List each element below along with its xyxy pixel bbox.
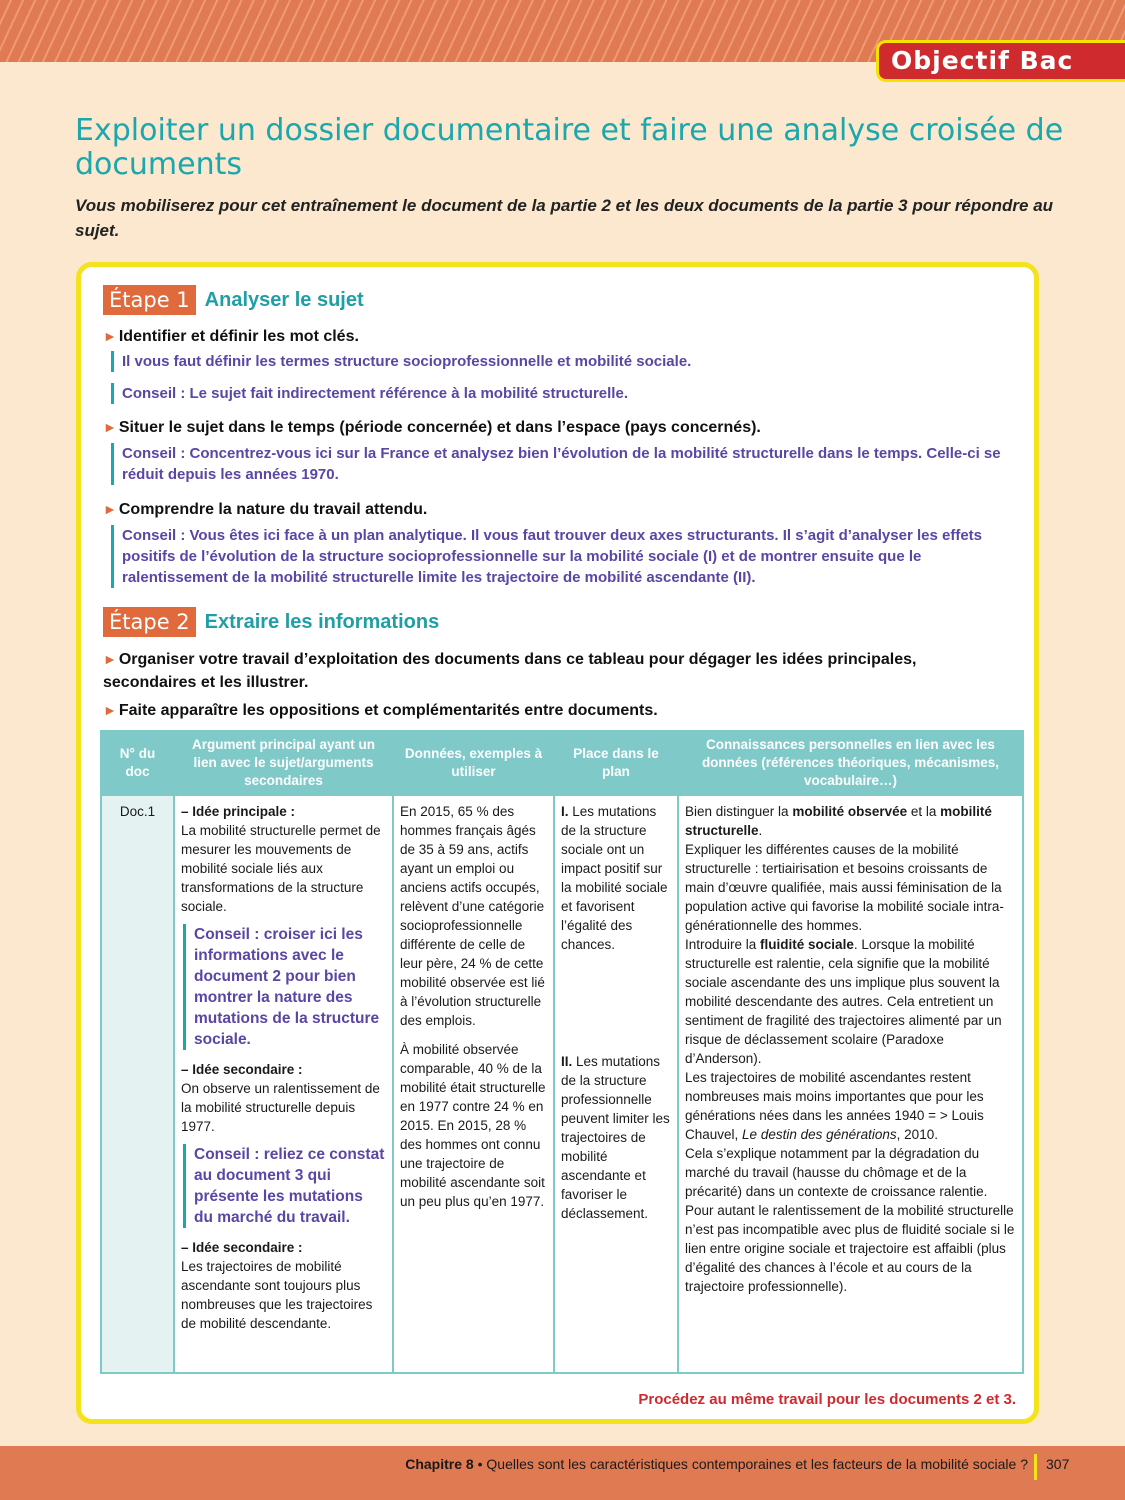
step1-bullet-1: ► Identifier et définir les mot clés.: [103, 328, 359, 345]
footer-separator: [1034, 1454, 1037, 1480]
page-number: 307: [1046, 1456, 1070, 1472]
step2-bullet-2: ► Faite apparaître les oppositions et complémentarités entre documents.: [103, 702, 658, 719]
exercise-box: [76, 262, 1039, 1424]
table-row: [101, 795, 1023, 1373]
step2-bullet-1: ► Organiser votre travail d’exploitation des documents dans ce tableau pour dégager les idées principales, secondaires et les illustrer.: [103, 651, 917, 691]
step1-note-2: Conseil : Le sujet fait indirectement référence à la mobilité structurelle.: [111, 383, 1012, 404]
step2-tag: Étape 2: [103, 607, 196, 637]
place-cell: I. Les mutations de la structure sociale ont un impact positif sur la mobilité sociale et favorisent l’égalité des chances. II. Les mutations de la structure professionnelle peuvent limiter les trajectoires de mobilité ascendante et favoriser le déclassement.: [554, 795, 678, 1373]
tip-document-2: Conseil : croiser ici les informations avec le document 2 pour bien montrer la nature des mutations de la structure sociale.: [183, 924, 386, 1050]
footer-chapter-text: Chapitre 8 • Quelles sont les caractéristiques contemporaines et les facteurs de la mobilité sociale ?: [405, 1456, 1028, 1472]
col-header-argument: Argument principal ayant un lien avec le sujet/arguments secondaires: [174, 731, 393, 795]
col-header-place: Place dans le plan: [554, 731, 678, 795]
argument-cell: – Idée principale : La mobilité structurelle permet de mesurer les mouvements de mobilité sociale liés aux transformations de la structure sociale. Conseil : croiser ici les informations avec le document 2 pour bien montrer la nature des mutations de la structure sociale. – Idée secondaire : On observe un ralentissement de la mobilité structurelle depuis 1977. Conseil : reliez ce constat au document 3 qui présente les mutations du marché du travail. – Idée secondaire : Les trajectoires de mobilité ascendante sont toujours plus nombreuses que les trajectoires de mobilité descendante.: [174, 795, 393, 1373]
step2-header: [103, 607, 439, 637]
objectif-bac-badge: Objectif Bac: [876, 40, 1125, 82]
step1-bullet-3: ► Comprendre la nature du travail attendu.: [103, 501, 428, 518]
page-subtitle: Vous mobiliserez pour cet entraînement le document de la partie 2 et les deux documents de la partie 3 pour répondre au sujet.: [75, 196, 1054, 240]
instruction-note: Procédez au même travail pour les documents 2 et 3.: [638, 1391, 1016, 1408]
data-cell: En 2015, 65 % des hommes français âgés de 35 à 59 ans, actifs ayant un emploi ou anciens actifs occupés, relèvent d’une catégorie socioprofessionnelle différente de celle de leur père, 24 % de cette mobilité observée est lié à l’évolution structurelle des emplois. À mobilité observée comparable, 40 % de la mobilité était structurelle en 1977 contre 24 % en 2015. En 2015, 28 % des hommes ont connu une trajectoire de mobilité ascendante soit un peu plus qu’en 1977.: [393, 795, 554, 1373]
analysis-table: [100, 730, 1024, 1374]
page-footer: [0, 1446, 1125, 1500]
knowledge-cell: Bien distinguer la mobilité observée et la mobilité structurelle. Expliquer les différentes causes de la mobilité structurelle : tertiairisation et besoins croissants de main d’œuvre qualifiée, mais aussi féminisation de la population active qui favorise la mobilité sociale intra-générationnelle des hommes. Introduire la fluidité sociale. Lorsque la mobilité structurelle est ralentie, cela signifie que la mobilité sociale ascendante des uns implique plus souvent la mobilité descendante des autres. Cela entretient un sentiment de fragilité des trajectoires alimenté par un risque de déclassement scolaire (Paradoxe d’Anderson). Les trajectoires de mobilité ascendantes restent nombreuses mais moins importantes que pour les générations nées dans les années 1940 = > Louis Chauvel, Le destin des générations, 2010. Cela s’explique notamment par la dégradation du marché du travail (hausse du chômage et de la précarité) dans un contexte de croissance ralentie. Pour autant le ralentissement de la mobilité structurelle n’est pas incompatible avec plus de fluidité sociale si le lien entre origine sociale et trajectoire est affaibli (plus d’égalité des chances à l’école et au cours de la trajectoire professionnelle).: [678, 795, 1023, 1373]
step1-header: [103, 285, 364, 315]
arrow-right-icon: ►: [103, 419, 117, 435]
step1-note-4: Conseil : Vous êtes ici face à un plan analytique. Il vous faut trouver deux axes structurants. Il s’agit d’analyser les effets positifs de l’évolution de la structure socioprofessionnelle sur la mobilité sociale (I) et de montrer ensuite que le ralentissement de la mobilité structurelle limite les trajectoire de mobilité ascendante (II).: [111, 525, 1012, 588]
table-header-row: [101, 731, 1023, 795]
step1-bullet-2: ► Situer le sujet dans le temps (période concernée) et dans l’espace (pays concernés).: [103, 419, 761, 436]
arrow-right-icon: ►: [103, 702, 117, 718]
step2-title: Extraire les informations: [204, 610, 440, 633]
step1-note-3: Conseil : Concentrez-vous ici sur la France et analysez bien l’évolution de la mobilité structurelle dans le temps. Celle-ci se réduit depuis les années 1970.: [111, 443, 1012, 485]
arrow-right-icon: ►: [103, 328, 117, 344]
col-header-data: Données, exemples à utiliser: [393, 731, 554, 795]
doc-number-cell: Doc.1: [101, 795, 174, 1373]
col-header-doc: N° du doc: [101, 731, 174, 795]
step1-note-1: Il vous faut définir les termes structure socioprofessionnelle et mobilité sociale.: [111, 351, 1012, 372]
step1-tag: Étape 1: [103, 285, 196, 315]
step1-title: Analyser le sujet: [204, 288, 364, 311]
arrow-right-icon: ►: [103, 651, 117, 667]
col-header-knowledge: Connaissances personnelles en lien avec les données (références théoriques, mécanismes, vocabulaire…): [678, 731, 1023, 795]
tip-document-3: Conseil : reliez ce constat au document 3 qui présente les mutations du marché du travail.: [183, 1144, 386, 1228]
page-title: Exploiter un dossier documentaire et faire une analyse croisée de documents: [75, 113, 1064, 182]
arrow-right-icon: ►: [103, 501, 117, 517]
